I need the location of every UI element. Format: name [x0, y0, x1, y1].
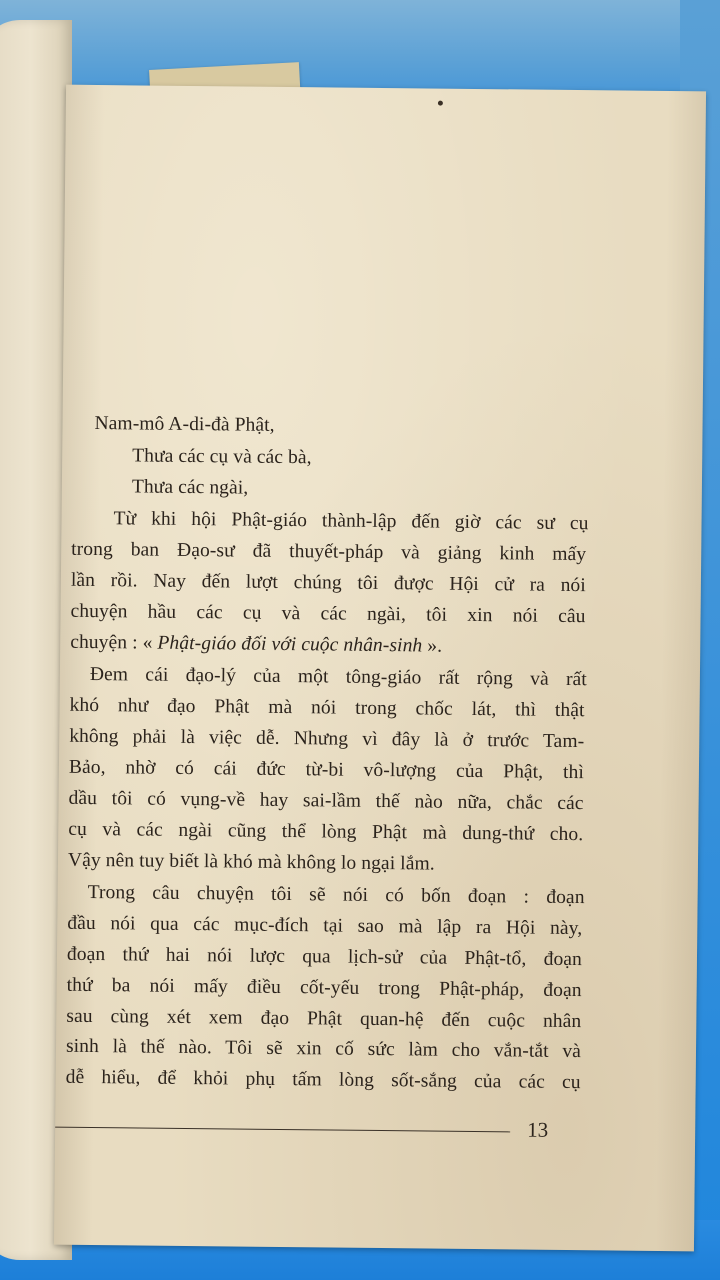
- paragraph-1-line-4: chuyện hầu các cụ và các ngài, tôi xin nói câu: [70, 600, 586, 628]
- paragraph-3-line-6-text: sinh là thế nào. Tôi sẽ xin cố sức làm cho vắn-tắt và: [65, 1035, 582, 1063]
- paragraph-2-line-5: dầu tôi có vụng-về hay sai-lầm thế nào nữa, chắc các: [68, 787, 584, 815]
- paragraph-1-line-3: lần rồi. Nay đến lượt chúng tôi được Hội cử ra nói: [70, 569, 586, 597]
- paragraph-3-line-4: thứ ba nói mấy điều cốt-yếu trong Phật-pháp, đoạn: [66, 974, 582, 1002]
- page-number: 13: [527, 1117, 549, 1142]
- talk-title: Phật-giáo đối với cuộc nhân-sinh: [157, 632, 423, 657]
- ink-speck: [438, 101, 443, 106]
- talk-title-suffix: ».: [422, 635, 443, 657]
- paragraph-3-line-5: sau cùng xét xem đạo Phật quan-hệ đến cuộc nhân: [66, 1005, 582, 1033]
- paragraph-2-line-3: không phải là việc dễ. Nhưng vì đây là ở trước Tam-: [69, 725, 585, 753]
- salutation-line-2: Thưa các cụ và các bà,: [132, 445, 312, 469]
- talk-title-prefix: chuyện : «: [70, 631, 158, 654]
- paragraph-2-line-7: Vậy nên tuy biết là khó mà không lo ngại lắm.: [67, 849, 435, 875]
- paragraph-2-line-2: khó như đạo Phật mà nói trong chốc lát, thì thật: [69, 694, 585, 722]
- paragraph-3-line-6: [66, 1036, 581, 1063]
- salutation-line-1: Nam-mô A-di-đà Phật,: [94, 412, 275, 436]
- paragraph-1-line-2: trong ban Đạo-sư đã thuyết-pháp và giảng kinh mấy: [71, 538, 587, 566]
- paragraph-1-line-1: Từ khi hội Phật-giáo thành-lập đến giờ các sư cụ: [113, 508, 589, 535]
- salutation-line-3: Thưa các ngài,: [131, 476, 249, 499]
- paragraph-3-line-3: đoạn thứ hai nói lược qua lịch-sử của Phật-tổ, đoạn: [66, 943, 583, 971]
- paragraph-3-line-7: [66, 1067, 581, 1094]
- paragraph-2-line-1: Đem cái đạo-lý của một tông-giáo rất rộng và rất: [89, 663, 587, 691]
- footer-rule: [55, 1127, 510, 1133]
- book-page: [54, 85, 706, 1252]
- paragraph-1-line-5: [70, 632, 442, 658]
- paragraph-2-line-4: Bảo, nhờ có cái đức từ-bi vô-lượng của Phật, thì: [68, 756, 585, 784]
- paragraph-2-line-6: cụ và các ngài cũng thể lòng Phật mà dung-thứ cho.: [68, 818, 584, 846]
- paragraph-3-line-1: Trong câu chuyện tôi sẽ nói có bốn đoạn : đoạn: [87, 881, 585, 909]
- paragraph-3-line-7-text: dễ hiểu, để khỏi phụ tấm lòng sốt-sắng của các cụ: [65, 1066, 581, 1094]
- paragraph-3-line-2: đầu nói qua các mục-đích tại sao mà lập ra Hội này,: [67, 912, 583, 940]
